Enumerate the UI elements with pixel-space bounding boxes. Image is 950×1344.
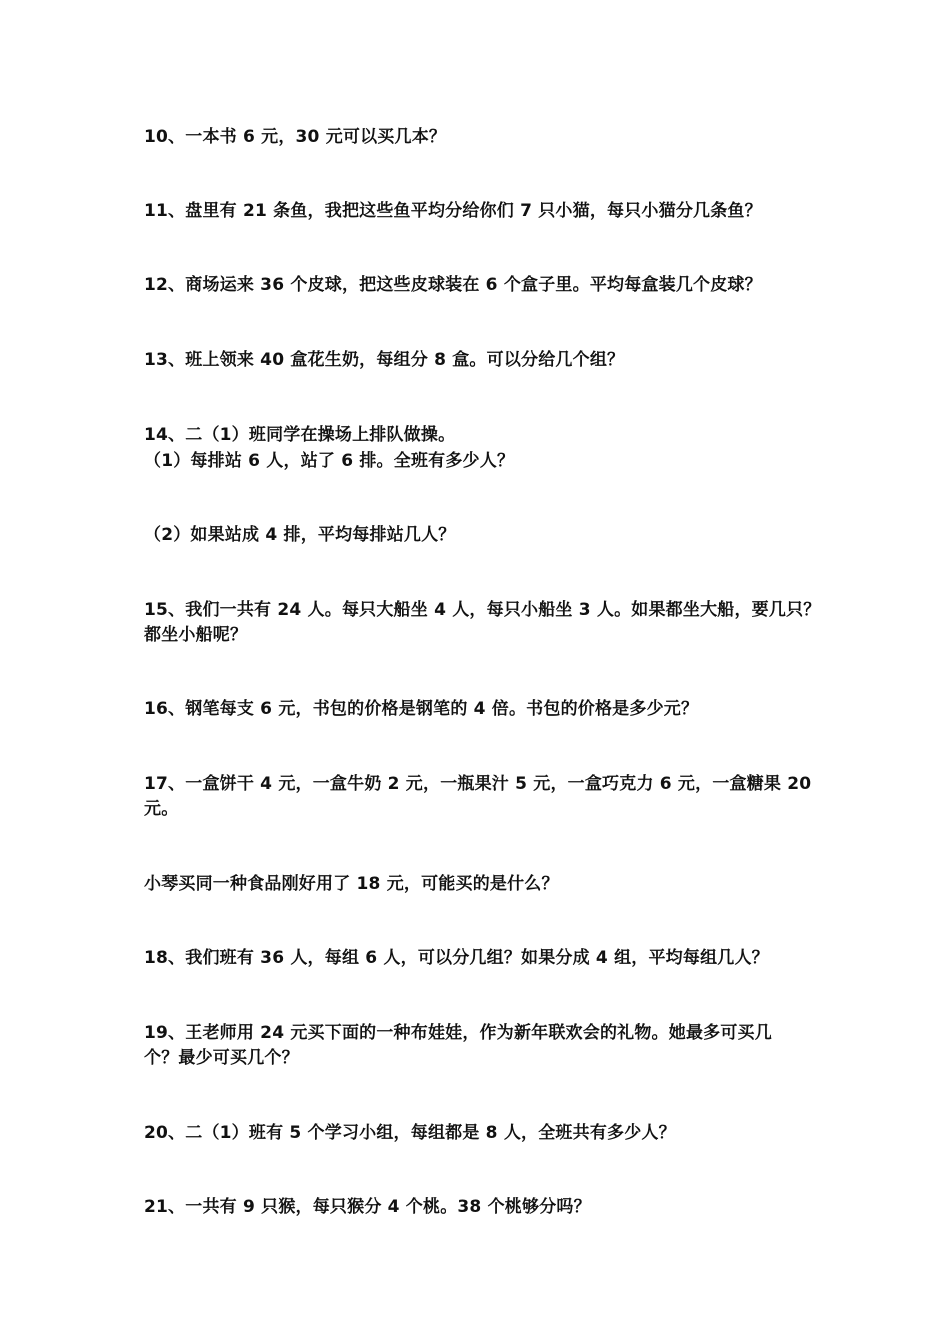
question-14: 14、二（1）班同学在操场上排队做操。 — [144, 425, 456, 445]
question-15-line-2: 都坐小船呢？ — [144, 625, 248, 645]
question-11: 11、盘里有 21 条鱼，我把这些鱼平均分给你们 7 只小猫，每只小猫分几条鱼？ — [144, 201, 762, 221]
question-17-line-2: 元。 — [144, 799, 179, 819]
question-13: 13、班上领来 40 盒花生奶，每组分 8 盒。可以分给几个组？ — [144, 350, 625, 370]
question-19-line-2: 个？最少可买几个？ — [144, 1048, 299, 1068]
question-15-line-1: 15、我们一共有 24 人。每只大船坐 4 人，每只小船坐 3 人。如果都坐大船，要几只？ — [144, 600, 821, 620]
question-17-line-1: 17、一盒饼干 4 元，一盒牛奶 2 元，一瓶果汁 5 元，一盒巧克力 6 元，一盒糖果 20 — [144, 774, 812, 794]
question-20: 20、二（1）班有 5 个学习小组，每组都是 8 人，全班共有多少人？ — [144, 1123, 676, 1143]
question-18: 18、我们班有 36 人，每组 6 人，可以分几组？如果分成 4 组，平均每组几人？ — [144, 948, 769, 968]
question-19-line-1: 19、王老师用 24 元买下面的一种布娃娃，作为新年联欢会的礼物。她最多可买几 — [144, 1023, 772, 1043]
question-12: 12、商场运来 36 个皮球，把这些皮球装在 6 个盒子里。平均每盒装几个皮球？ — [144, 275, 762, 295]
question-14-part-1: （1）每排站 6 人，站了 6 排。全班有多少人？ — [144, 451, 515, 471]
question-16: 16、钢笔每支 6 元，书包的价格是钢笔的 4 倍。书包的价格是多少元？ — [144, 699, 699, 719]
question-21: 21、一共有 9 只猴，每只猴分 4 个桃。38 个桃够分吗？ — [144, 1197, 591, 1217]
question-17-followup: 小琴买同一种食品刚好用了 18 元，可能买的是什么？ — [144, 874, 559, 894]
question-14-part-2: （2）如果站成 4 排，平均每排站几人？ — [144, 525, 456, 545]
question-10: 10、一本书 6 元，30 元可以买几本？ — [144, 127, 447, 147]
